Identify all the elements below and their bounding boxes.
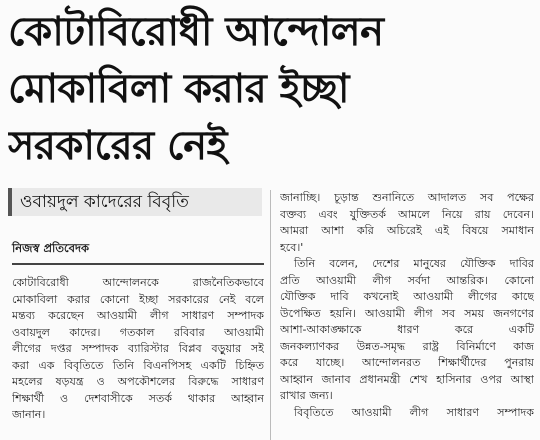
text-line: বিবৃতিতে আওয়ামী লীগ সাধারণ সম্পাদক xyxy=(294,405,534,419)
text-line: যৌক্তিক দাবি কখনোই আওয়ামী লীগের কাছে xyxy=(280,290,534,303)
text-line: তিনি বলেন, দেশের মানুষের যৌক্তিক দাবির xyxy=(294,257,534,270)
article-column-left xyxy=(12,275,264,424)
text-line: আশা-আকাঙ্ক্ষাকে ধারণ করে একটি xyxy=(280,323,534,336)
text-line: লীগের দপ্তর সম্পাদক ব্যারিস্টার বিপ্লব বড়ুয়ার সই xyxy=(12,342,264,355)
text-line: হবে।' xyxy=(280,240,304,254)
headline-line-2: মোকাবিলা করার ইচ্ছা xyxy=(8,66,349,112)
article-column-right xyxy=(280,190,534,421)
text-line: রাখার জন্য। xyxy=(280,389,333,402)
headline-line-3: সরকারের নেই xyxy=(8,123,227,169)
text-line: মোকাবিলা করার কোনো ইচ্ছা সরকারের নেই বলে xyxy=(12,292,264,306)
text-line: করে যাচ্ছে। আন্দোলনরত শিক্ষার্থীদের পুনরায় xyxy=(280,356,534,369)
text-line: করা এক বিবৃতিতে তিনি বিএনপিসহ একটি চিহ্নিত xyxy=(12,358,264,372)
text-line: বক্তব্য এবং যুক্তিতর্ক আমলে নিয়ে রায় দেবেন। xyxy=(280,207,534,221)
text-line: আহ্বান জানাব প্রধানমন্ত্রী শেখ হাসিনার ওপর আস্থা xyxy=(280,372,534,386)
text-line: মহলের ষড়যন্ত্র ও অপকৌশলের বিরুদ্ধে সাধারণ xyxy=(12,375,264,388)
text-line: মন্তব্য করেছেন আওয়ামী লীগ সাধারণ সম্পাদক xyxy=(12,309,264,322)
text-line: জানাচ্ছি। চূড়ান্ত শুনানিতে আদালত সব পক্ষের xyxy=(280,191,534,204)
text-line: জানান। xyxy=(12,408,46,421)
subhead: ওবায়দুল কাদেরের বিবৃতি xyxy=(8,188,262,216)
text-line: উপেক্ষিত হয়নি। আওয়ামী লীগ সব সময় জনগণের xyxy=(280,306,534,320)
text-line: জনকল্যাণকর উন্নত-সমৃদ্ধ রাষ্ট্র বিনির্মাণে কাজ xyxy=(280,339,534,353)
byline: নিজস্ব প্রতিবেদক xyxy=(12,241,90,255)
text-line: প্রতি আওয়ামী লীগ সর্বদা আন্তরিক। কোনো xyxy=(280,273,534,287)
text-line: কোটাবিরোধী আন্দোলনকে রাজনৈতিকভাবে xyxy=(12,276,264,289)
text-line: শিক্ষার্থী ও দেশবাসীকে সতর্ক থাকার আহ্বান xyxy=(12,391,264,405)
headline-line-1: কোটাবিরোধী আন্দোলন xyxy=(8,9,384,55)
text-line: ওবায়দুল কাদের। গতকাল রবিবার আওয়ামী xyxy=(12,325,264,339)
text-line: আমরা আশা করি অচিরেই এই বিষয়ে সমাধান xyxy=(280,224,534,237)
byline-divider xyxy=(12,263,264,265)
column-divider xyxy=(270,190,271,440)
headline xyxy=(8,4,534,175)
